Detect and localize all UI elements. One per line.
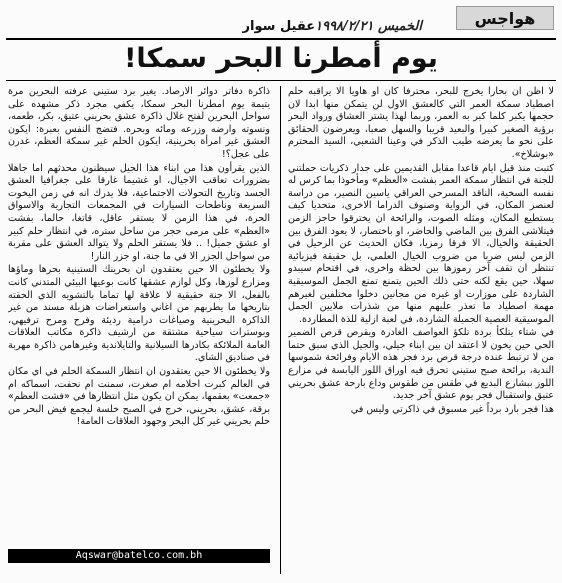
left-paragraph-3: ولا يخطئون الا حين يعتقدون ان بحرينك الستينية بحرها وماؤها ومزارع لوزها، وكل لوازم عشقها كانت بوعيها البيئي المتدني كانت بالفعل، الا جنة حقيقية لا علاقة لها تماما بالتشويه الذي الحقته بتاريخها ما يطربهم من اغاني واستعراضات هزيلة مسند من غير الذاكرة البحرينية وصياغات درامية رديئة وفرح ومرح ترفيهي، وبوسترات سياحية مشتقة من ارشيف ذاكرة مكاتب العلاقات العامة الملائكة بكادرها السيلانية والتايلاندية وغيرهامن ذاكرة مهربة في صناديق الشاي. [8, 264, 270, 364]
author-name: عقيل سوار [242, 18, 316, 34]
right-paragraph-1: لا اظن ان بحارا يخرج للبحر، محترفا كان او هاويا الا يراقبه حلم اصطياد سمكة العمر التي كالعشق الاول لن يتمكن منها ابدا لان حجمها يكبر كلما كبر به العمر، وربما لهذا يشتر العشاق ورواد البحر برؤية الصغير كبيرا والبعيد قريبا والسهل صعبا، ويعرضون الحقائق على نحو ما يعرضه طيب الذكر في وعينا الشعبي، السيد المحترم «بوشلاخ». [288, 86, 554, 160]
column-divider [280, 86, 281, 574]
left-paragraph-2: الذين يقرأون هذا من ابناء هذا الجيل سيظنون محدثهم اما جاهلا بضرورات تعاقب الاجيال، او غشيما غارقا على جغرافيا العشق الجسد وتاريخ التحولات الاجتماعية، فلا يدرك انه في زمن اليخوت السريعة وناطحات السيارات في المجمعات التجارية والاسواق الحرة، في هذا الزمن لا يستقر عاقل، قاتغا، حالما، بفشت «العظم» على مرمى حجر من ساحل ستره، في انتظار حلم كبير او عشق جميل! .. فلا يستقر الحلم ولا يتوالد العشق على مقربة من سواحل الجزر الا في ما جنة، او جزر النار! [8, 162, 270, 262]
left-column [8, 86, 270, 544]
right-column [288, 86, 554, 574]
column-rubric: هواجس [456, 6, 554, 30]
right-paragraph-3: في شتاء يتلكأ بردة تلكؤ العواصف الغادرة ويقرص قرص الضمير الحي حين يخون لا اعتقد ان بين ابناء جيلي، والجيل الذي سبق حتما من لا ترتبط عنده درجة قرص برد فجر هذه الايام وفرائحة شموسها الندية، برائحة صبح ستيني تحرق فيه اوراق اللوز اليابسة في مزارع اللوز ببشارع البديع في طقس من طقوس وداع بارحة عشق بحريني عتيق واستقبال فجر يوم عشق آخر جديد. [288, 327, 554, 402]
right-paragraph-4: هذا فجر بارد برداً غير مسبوق في ذاكرتي وليس في [350, 403, 554, 415]
headline-rule [6, 80, 556, 81]
headline: يوم أمطرنا البحر سمكا! [124, 43, 438, 74]
byline-bar [8, 16, 452, 36]
left-paragraph-1: ذاكرة دفاتر دوائر الارصاد. يغير برد ستيني عرفته البحرين مرة يتيمة يوم امطرنا البحر سمكا، يكفي مجرد ذكر مشهده على سواحل البحرين لفتح غلال ذاكرة عشق بحريني عتيق، بكر، طعمه، ونسوته وارضه وزرعه ومائه وبحره. فتضج النفس بعبرة: ايكون العشق غير امرأة بحرينية، ايكون الحلم غير سمكة العظم، غدرن على عجل؟! [8, 86, 270, 160]
author-email: Aqswar@batelco.com.bh [8, 549, 270, 563]
right-paragraph-2: كتبت منذ قبل ايام قاعدا مقابل القديمين على جدار ذكريات حملتني للجنة في انتظار سمكة العمر بفشت «العظم» ومأخوذا بما كرس له نفسه السخية، الناقد المسرحي العراقي ياسين النصير، من دراسة لعنصر المكان، في الرواية وصنوف الدراما الاخرى، متحديا كيف يستطيع المكان، ومثله الصوت، والرائحة ان يخترقوا حاجز الزمن فيتلاشى الفرق بين الماضي والحاضر، او باختصار، لا يعود الفرق بين الحقيقة والخيال، الا فرقا رمزيا، فكان الحديث عن الرحيل في الزمن ليس ضربا من ضروب الخيال العلمي، بل حقيقة فيزيائية تنتظر ان تقف آخر رموزها بين لحظة واخرى، في اقتحام سيبدو سهلا، حين يقع لكنه حتى ذلك الحين يتمنع تمنع الجمل الموسيقية الشاردة على موزارت او غيره من مجانين دخلوا مختلفين لغيرهم مهمة اصطياد ما تعذر عليهم منها من شذرات ملايين الجمل الموسيقية العصية الجميلة الشاردة، في لعبة ازلية للذة المطاردة. [288, 162, 554, 325]
top-rule [6, 38, 556, 40]
handwritten-date: الخميس ١٩٩٨/٢/٢١ [315, 18, 422, 34]
left-paragraph-4: ولا يخطئون الا حين يعتقدون ان انتظار السمكة الحلم في اي مكان في العالم كبرت احلامه ام صغرت، سمنت ام نحفت، اسماكه ام «جمعت» بعقمها، يمكن ان يكون مثل انتظارها في «فشت العظم» برقة، عشق، بحريني، خرج في الصبح خلسة ليجمع فيض البحر من حلم بحريني غير كل البحر وجهود العلاقات العامة! [8, 366, 270, 428]
